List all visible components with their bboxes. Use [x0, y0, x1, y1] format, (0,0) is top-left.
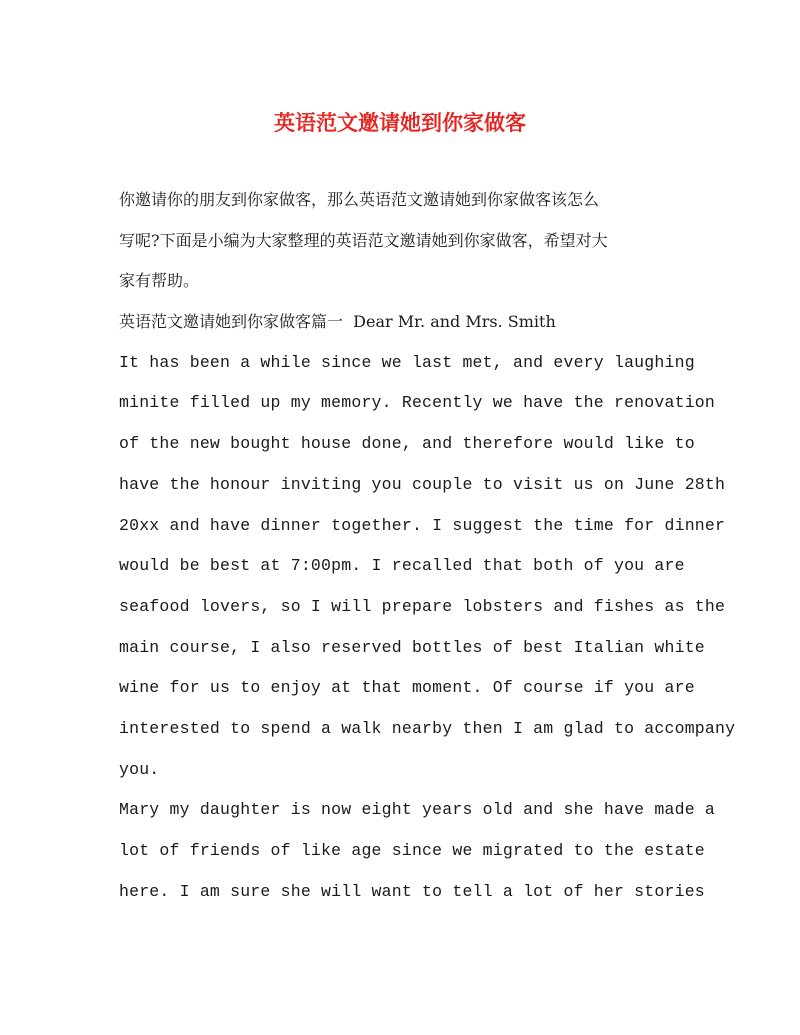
body-line: interested to spend a walk nearby then I am glad to accompany: [119, 718, 736, 738]
body-line: here. I am sure she will want to tell a lot of her stories: [119, 881, 705, 901]
body-line: have the honour inviting you couple to visit us on June 28th: [119, 474, 726, 494]
body-line: you.: [119, 759, 160, 779]
body-line: It has been a while since we last met, and every laughing: [119, 352, 695, 372]
body-line: 20xx and have dinner together. I suggest the time for dinner: [119, 515, 726, 535]
body-line: Mary my daughter is now eight years old and she have made a: [119, 800, 715, 820]
body-line: 写呢?下面是小编为大家整理的英语范文邀请她到你家做客，希望对大: [119, 230, 608, 250]
body-line: of the new bought house done, and therefore would like to: [119, 434, 695, 454]
body-line: 家有帮助。: [119, 271, 200, 291]
body-line: main course, I also reserved bottles of best Italian white: [119, 637, 705, 657]
body-line: seafood lovers, so I will prepare lobsters and fishes as the: [119, 596, 726, 616]
body-line: wine for us to enjoy at that moment. Of course if you are: [119, 678, 695, 698]
body-line: lot of friends of like age since we migrated to the estate: [119, 841, 705, 860]
document-body: [119, 180, 736, 912]
document-title: 英语范文邀请她到你家做客: [274, 110, 526, 135]
body-line: 你邀请你的朋友到你家做客，那么英语范文邀请她到你家做客该怎么: [119, 190, 600, 209]
body-line: would be best at 7:00pm. I recalled that both of you are: [119, 556, 685, 576]
body-line: minite filled up my memory. Recently we have the renovation: [119, 393, 715, 413]
section-heading-line: 英语范文邀请她到你家做客篇一 Dear Mr. and Mrs. Smith: [119, 312, 556, 332]
